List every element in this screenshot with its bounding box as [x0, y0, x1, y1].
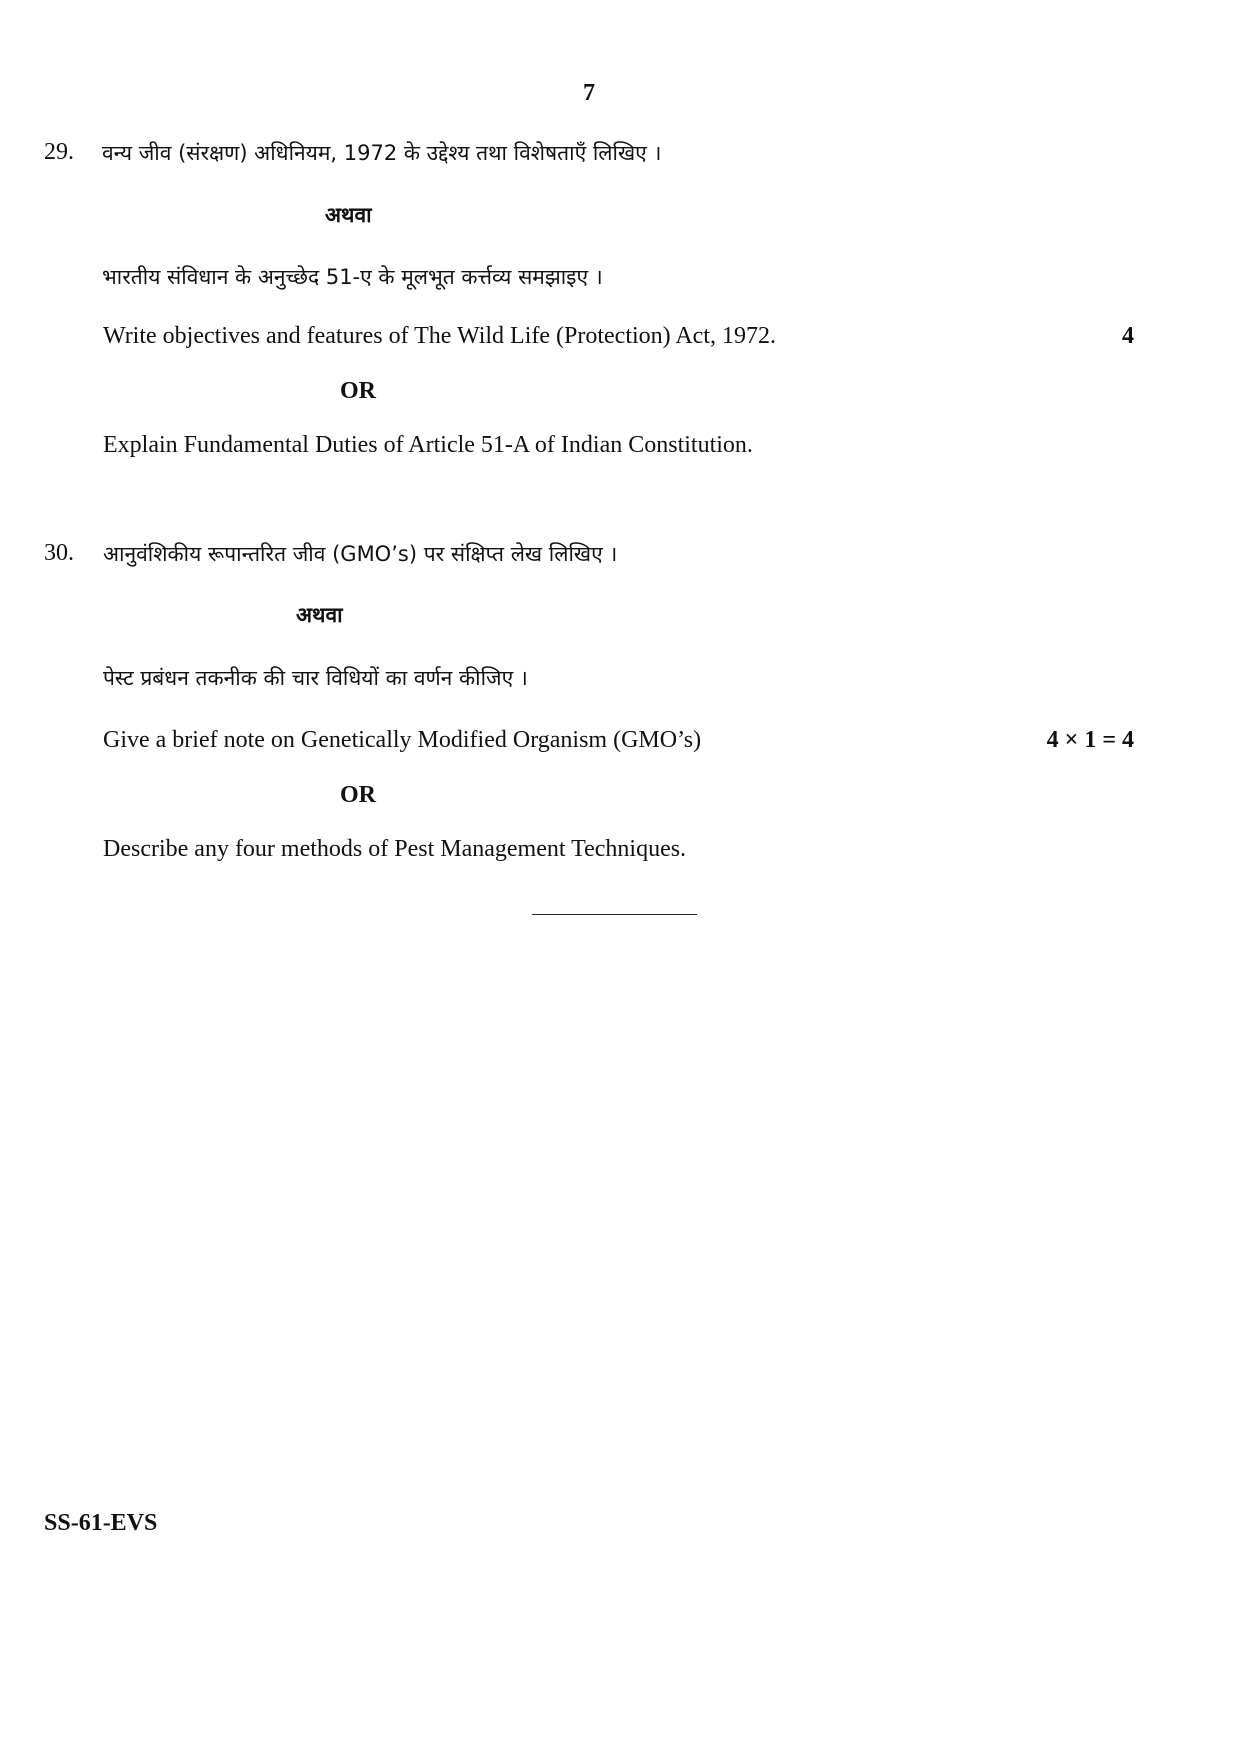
hindi-or-label: अथवा	[325, 203, 372, 227]
marks: 4	[1122, 323, 1134, 349]
hindi-question: वन्य जीव (संरक्षण) अधिनियम, 1972 के उद्देश्य तथा विशेषताएँ लिखिए ।	[102, 141, 662, 165]
question-number: 30.	[44, 540, 74, 566]
hindi-or-label: अथवा	[296, 603, 343, 627]
english-alternative-question: Explain Fundamental Duties of Article 51-A of Indian Constitution.	[103, 432, 753, 458]
english-or-label: OR	[340, 782, 376, 808]
page-number: 7	[583, 80, 595, 106]
footer-code: SS-61-EVS	[44, 1510, 158, 1536]
marks: 4 × 1 = 4	[1046, 727, 1134, 753]
english-question: Give a brief note on Genetically Modified Organism (GMO’s)	[103, 727, 702, 753]
hindi-alternative-question: भारतीय संविधान के अनुच्छेद 51-ए के मूलभूत कर्त्तव्य समझाइए ।	[102, 265, 603, 289]
english-question: Write objectives and features of The Wild Life (Protection) Act, 1972.	[103, 323, 776, 349]
english-or-label: OR	[340, 378, 376, 404]
hindi-alternative-question: पेस्ट प्रबंधन तकनीक की चार विधियों का वर्णन कीजिए ।	[103, 666, 528, 690]
question-number: 29.	[44, 139, 74, 165]
end-rule	[532, 914, 697, 915]
english-alternative-question: Describe any four methods of Pest Management Techniques.	[103, 836, 687, 862]
hindi-question: आनुवंशिकीय रूपान्तरित जीव (GMO’s) पर संक्षिप्त लेख लिखिए ।	[103, 542, 618, 566]
